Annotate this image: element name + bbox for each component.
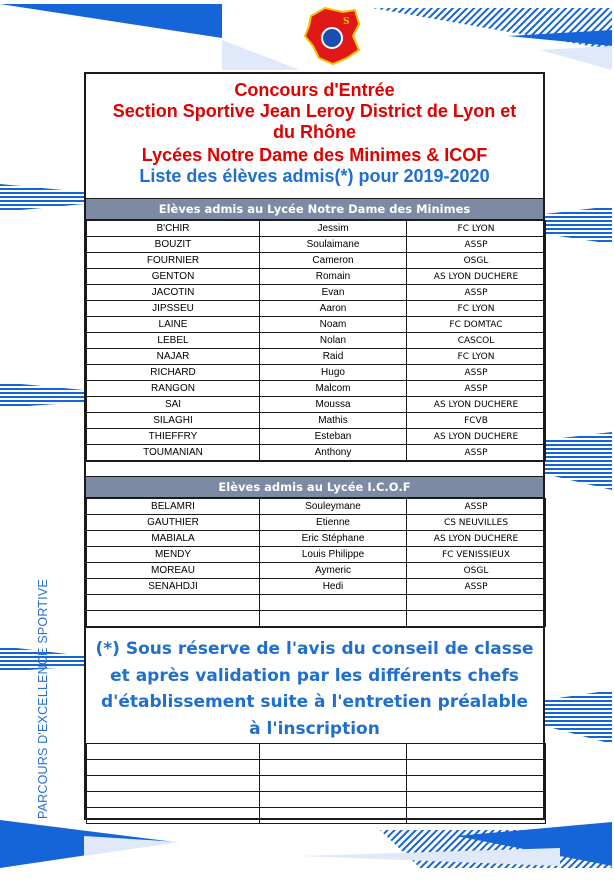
first-name-cell xyxy=(260,760,407,776)
last-name-cell xyxy=(87,792,260,808)
table-row xyxy=(87,413,546,429)
footnote: (*) Sous réserve de l'avis du conseil de classe et après validation par les différents chefs d'établissement suite à l'entretien préalable à l'inscription xyxy=(86,627,543,743)
table-row xyxy=(87,269,546,285)
table-row xyxy=(87,237,546,253)
deco-left-stripes-1 xyxy=(0,184,84,212)
table-row xyxy=(87,317,546,333)
deco-right-stripes-3 xyxy=(545,690,612,744)
first-name-cell: Evan xyxy=(260,285,407,301)
title-block xyxy=(86,74,543,198)
last-name-cell: MABIALA xyxy=(87,531,260,547)
last-name-cell: GENTON xyxy=(87,269,260,285)
club-cell: OSGL xyxy=(407,253,546,269)
title-line-2: Section Sportive Jean Leroy District de Lyon et xyxy=(112,101,517,121)
last-name-cell: RICHARD xyxy=(87,365,260,381)
last-name-cell: SAI xyxy=(87,397,260,413)
first-name-cell: Malcom xyxy=(260,381,407,397)
first-name-cell: Cameron xyxy=(260,253,407,269)
side-vertical-text: PARCOURS D'EXCELLENCE SPORTIVE xyxy=(36,579,50,819)
first-name-cell: Aymeric xyxy=(260,563,407,579)
club-cell: ASSP xyxy=(407,579,546,595)
club-cell: FCVB xyxy=(407,413,546,429)
first-name-cell xyxy=(260,744,407,760)
first-name-cell: Hugo xyxy=(260,365,407,381)
club-cell: ASSP xyxy=(407,365,546,381)
title-line-1: Concours d'Entrée xyxy=(234,80,395,100)
district-logo xyxy=(303,6,363,68)
table-row xyxy=(87,808,546,824)
admission-sheet xyxy=(84,72,545,820)
table-row xyxy=(87,563,546,579)
first-name-cell: Hedi xyxy=(260,579,407,595)
table-row xyxy=(87,429,546,445)
section2-table xyxy=(86,498,546,627)
club-cell: ASSP xyxy=(407,499,546,515)
table-row xyxy=(87,301,546,317)
table-row xyxy=(87,253,546,269)
deco-right-stripes-2 xyxy=(545,432,612,490)
club-cell: AS LYON DUCHERE xyxy=(407,397,546,413)
last-name-cell: THIEFFRY xyxy=(87,429,260,445)
club-cell: AS LYON DUCHERE xyxy=(407,531,546,547)
club-cell: AS LYON DUCHERE xyxy=(407,429,546,445)
table-row xyxy=(87,531,546,547)
last-name-cell: MOREAU xyxy=(87,563,260,579)
last-name-cell: LEBEL xyxy=(87,333,260,349)
section1-header: Elèves admis au Lycée Notre Dame des Minimes xyxy=(86,198,543,220)
last-name-cell: TOUMANIAN xyxy=(87,445,260,461)
deco-top-right-light xyxy=(540,46,612,70)
first-name-cell: Mathis xyxy=(260,413,407,429)
club-cell xyxy=(407,792,546,808)
last-name-cell: MENDY xyxy=(87,547,260,563)
club-cell xyxy=(407,808,546,824)
table-row xyxy=(87,595,546,611)
footer-table xyxy=(86,743,546,824)
first-name-cell xyxy=(260,792,407,808)
first-name-cell: Nolan xyxy=(260,333,407,349)
club-cell: FC VENISSIEUX xyxy=(407,547,546,563)
last-name-cell xyxy=(87,611,260,627)
last-name-cell xyxy=(87,760,260,776)
club-cell: FC LYON xyxy=(407,349,546,365)
club-cell: ASSP xyxy=(407,237,546,253)
club-cell: CASCOL xyxy=(407,333,546,349)
table-row xyxy=(87,776,546,792)
last-name-cell xyxy=(87,776,260,792)
last-name-cell: BOUZIT xyxy=(87,237,260,253)
first-name-cell: Moussa xyxy=(260,397,407,413)
deco-top-right-stripes xyxy=(372,8,612,50)
last-name-cell xyxy=(87,595,260,611)
last-name-cell: LAINE xyxy=(87,317,260,333)
table-row xyxy=(87,445,546,461)
first-name-cell: Souleymane xyxy=(260,499,407,515)
club-cell: FC LYON xyxy=(407,221,546,237)
title-line-5: Liste des élèves admis(*) pour 2019-2020 xyxy=(139,166,490,186)
first-name-cell: Raid xyxy=(260,349,407,365)
table-row xyxy=(87,611,546,627)
table-row xyxy=(87,221,546,237)
club-cell xyxy=(407,595,546,611)
club-cell: AS LYON DUCHERE xyxy=(407,269,546,285)
club-cell: ASSP xyxy=(407,285,546,301)
table-row xyxy=(87,515,546,531)
last-name-cell: SENAHDJI xyxy=(87,579,260,595)
first-name-cell xyxy=(260,808,407,824)
table-row xyxy=(87,365,546,381)
title-line-4: Lycées Notre Dame des Minimes & ICOF xyxy=(141,145,488,165)
section2-header: Elèves admis au Lycée I.C.O.F xyxy=(86,476,543,498)
first-name-cell: Noam xyxy=(260,317,407,333)
table-row xyxy=(87,499,546,515)
deco-left-stripes-2 xyxy=(0,382,84,408)
table-row xyxy=(87,760,546,776)
deco-bottom-left-light xyxy=(84,836,180,856)
table-row xyxy=(87,397,546,413)
club-cell xyxy=(407,744,546,760)
last-name-cell: RANGON xyxy=(87,381,260,397)
table-row xyxy=(87,381,546,397)
table-row xyxy=(87,333,546,349)
table-row xyxy=(87,349,546,365)
section-gap xyxy=(86,461,543,476)
first-name-cell: Soulaimane xyxy=(260,237,407,253)
last-name-cell xyxy=(87,744,260,760)
table-row xyxy=(87,744,546,760)
deco-top-left-light xyxy=(222,40,300,70)
last-name-cell: NAJAR xyxy=(87,349,260,365)
first-name-cell: Aaron xyxy=(260,301,407,317)
first-name-cell: Romain xyxy=(260,269,407,285)
table-row xyxy=(87,792,546,808)
last-name-cell: JIPSSEU xyxy=(87,301,260,317)
last-name-cell: JACOTIN xyxy=(87,285,260,301)
last-name-cell: SILAGHI xyxy=(87,413,260,429)
club-cell: ASSP xyxy=(407,445,546,461)
first-name-cell: Louis Philippe xyxy=(260,547,407,563)
last-name-cell: B'CHIR xyxy=(87,221,260,237)
first-name-cell: Jessim xyxy=(260,221,407,237)
last-name-cell: FOURNIER xyxy=(87,253,260,269)
table-row xyxy=(87,285,546,301)
title-line-3: du Rhône xyxy=(273,122,356,142)
svg-text:S: S xyxy=(343,17,350,27)
club-cell xyxy=(407,611,546,627)
first-name-cell: Anthony xyxy=(260,445,407,461)
last-name-cell: GAUTHIER xyxy=(87,515,260,531)
first-name-cell xyxy=(260,595,407,611)
table-row xyxy=(87,547,546,563)
first-name-cell xyxy=(260,611,407,627)
club-cell xyxy=(407,776,546,792)
club-cell: ASSP xyxy=(407,381,546,397)
first-name-cell: Eric Stéphane xyxy=(260,531,407,547)
last-name-cell xyxy=(87,808,260,824)
section1-table xyxy=(86,220,546,461)
club-cell: CS NEUVILLES xyxy=(407,515,546,531)
first-name-cell: Etienne xyxy=(260,515,407,531)
club-cell: OSGL xyxy=(407,563,546,579)
deco-top-left-triangle xyxy=(0,4,222,38)
table-row xyxy=(87,579,546,595)
club-cell: FC DOMTAC xyxy=(407,317,546,333)
first-name-cell: Esteban xyxy=(260,429,407,445)
last-name-cell: BELAMRI xyxy=(87,499,260,515)
club-cell xyxy=(407,760,546,776)
club-cell: FC LYON xyxy=(407,301,546,317)
first-name-cell xyxy=(260,776,407,792)
deco-right-stripes-1 xyxy=(545,206,612,244)
